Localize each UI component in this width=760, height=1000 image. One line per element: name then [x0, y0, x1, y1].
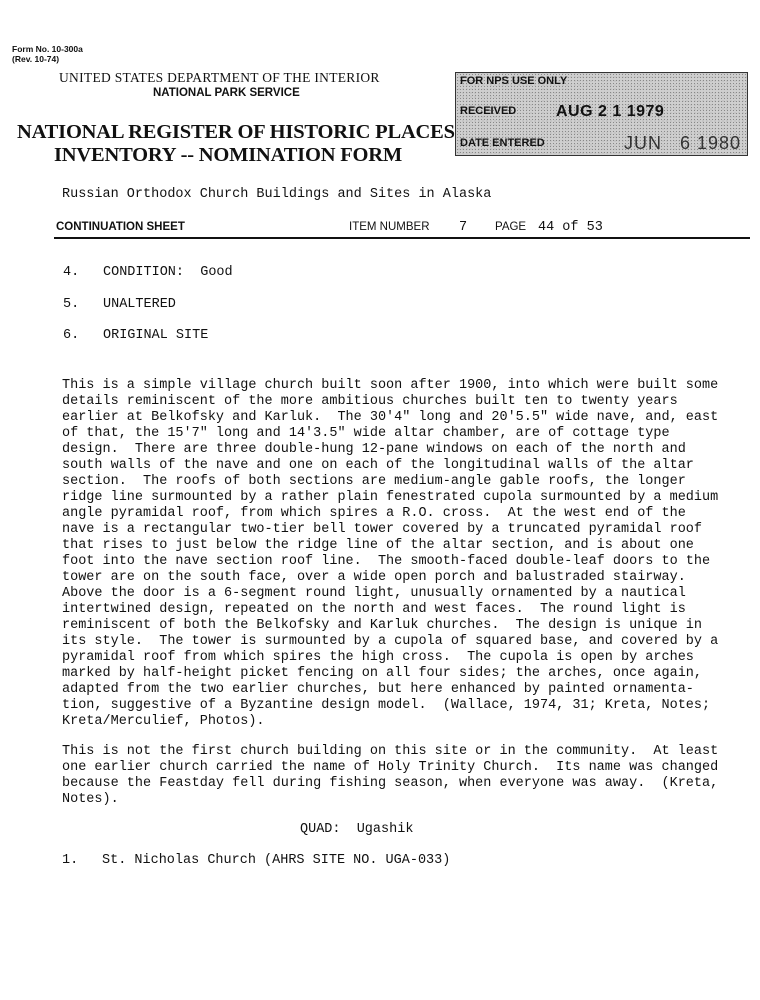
paragraph-line: marked by half-height picket fencing on all four sides; the arches, once again,: [62, 666, 703, 681]
paragraph-line: earlier at Belkofsky and Karluk. The 30'4" long and 20'5.5" wide nave, and, east: [62, 410, 719, 425]
form-title-line-2: INVENTORY -- NOMINATION FORM: [54, 144, 403, 166]
paragraph-line: adapted from the two earlier churches, but here enhanced by painted ornamenta-: [62, 682, 694, 697]
paragraph-line: foot into the nave section roof line. The smooth-faced double-leaf doors to the: [62, 554, 711, 569]
paragraph-line: south walls of the nave and one on each of the longitudinal walls of the altar: [62, 458, 694, 473]
paragraph-line: ridge line surmounted by a rather plain fenestrated cupola surmounted by a medium: [62, 490, 719, 505]
description-paragraph-1: [62, 378, 718, 730]
received-stamp: AUG 2 1 1979: [556, 103, 665, 120]
paragraph-line: angle pyramidal roof, from which spires a R.O. cross. At the west end of the: [62, 506, 686, 521]
paragraph-line: details reminiscent of the more ambitious churches built ten to twenty years: [62, 394, 678, 409]
header-rule: [54, 237, 750, 239]
paragraph-line: Above the door is a 6-segment round light, unusually ornamented by a nautical: [62, 586, 686, 601]
paragraph-line: This is a simple village church built soon after 1900, into which were built some: [62, 378, 719, 393]
site-entry: St. Nicholas Church (AHRS SITE NO. UGA-033): [102, 853, 451, 868]
form-title-line-1: NATIONAL REGISTER OF HISTORIC PLACES: [17, 121, 455, 143]
item-condition: CONDITION: Good: [103, 265, 233, 280]
service-heading: NATIONAL PARK SERVICE: [153, 87, 300, 99]
received-label: RECEIVED: [460, 105, 517, 117]
paragraph-line: Kreta/Merculief, Photos).: [62, 714, 265, 729]
paragraph-line: tion, suggestive of a Byzantine design model. (Wallace, 1974, 31; Kreta, Notes;: [62, 698, 711, 713]
quad-heading: QUAD: Ugashik: [300, 822, 414, 837]
nps-box-heading: FOR NPS USE ONLY: [460, 75, 568, 87]
date-entered-label: DATE ENTERED: [460, 137, 545, 149]
item-alteration: UNALTERED: [103, 297, 176, 312]
paragraph-line: nave is a rectangular two-tier bell tower covered by a truncated pyramidal roof: [62, 522, 703, 537]
paragraph-line: intertwined design, repeated on the north and west faces. The round light is: [62, 602, 686, 617]
form-rev-text: (Rev. 10-74): [12, 54, 60, 64]
nps-use-only-box: [455, 72, 748, 156]
paragraph-line: design. There are three double-hung 12-pane windows on each of the north and: [62, 442, 686, 457]
paragraph-line: section. The roofs of both sections are medium-angle gable roofs, the longer: [62, 474, 686, 489]
paragraph-line: of that, the 15'7" long and 14'3.5" wide altar chamber, are of cottage type: [62, 426, 670, 441]
item-number: 5.: [63, 297, 80, 312]
paragraph-line: that rises to just below the ridge line of the altar section, and is about one: [62, 538, 694, 553]
department-heading: UNITED STATES DEPARTMENT OF THE INTERIOR: [59, 70, 380, 85]
site-number: 1.: [62, 853, 79, 868]
paragraph-line: pyramidal roof from which spires the high cross. The cupola is open by arches: [62, 650, 694, 665]
paragraph-line: its style. The tower is surmounted by a cupola of squared base, and covered by a: [62, 634, 719, 649]
item-number-label: ITEM NUMBER: [349, 221, 430, 233]
item-number-value: 7: [459, 220, 468, 235]
page-label: PAGE: [495, 221, 527, 233]
page-value: 44 of 53: [538, 220, 603, 235]
date-entered-stamp: JUN 6 1980: [624, 133, 742, 153]
form-no-text: Form No. 10-300a: [12, 44, 83, 54]
paragraph-line: This is not the first church building on this site or in the community. At least: [62, 744, 719, 759]
form-number: [12, 44, 83, 64]
item-number: 4.: [63, 265, 80, 280]
item-site: ORIGINAL SITE: [103, 328, 209, 343]
subject-line: Russian Orthodox Church Buildings and Sites in Alaska: [62, 187, 492, 202]
paragraph-line: tower are on the south face, over a wide open porch and balustraded stairway.: [62, 570, 686, 585]
paragraph-line: one earlier church carried the name of Holy Trinity Church. Its name was changed: [62, 760, 719, 775]
description-paragraph-2: [62, 744, 718, 808]
paragraph-line: because the Feastday fell during fishing season, when everyone was away. (Kreta,: [62, 776, 719, 791]
continuation-sheet-label: CONTINUATION SHEET: [56, 221, 185, 233]
paragraph-line: reminiscent of both the Belkofsky and Karluk churches. The design is unique in: [62, 618, 703, 633]
paragraph-line: Notes).: [62, 792, 119, 807]
item-number: 6.: [63, 328, 80, 343]
